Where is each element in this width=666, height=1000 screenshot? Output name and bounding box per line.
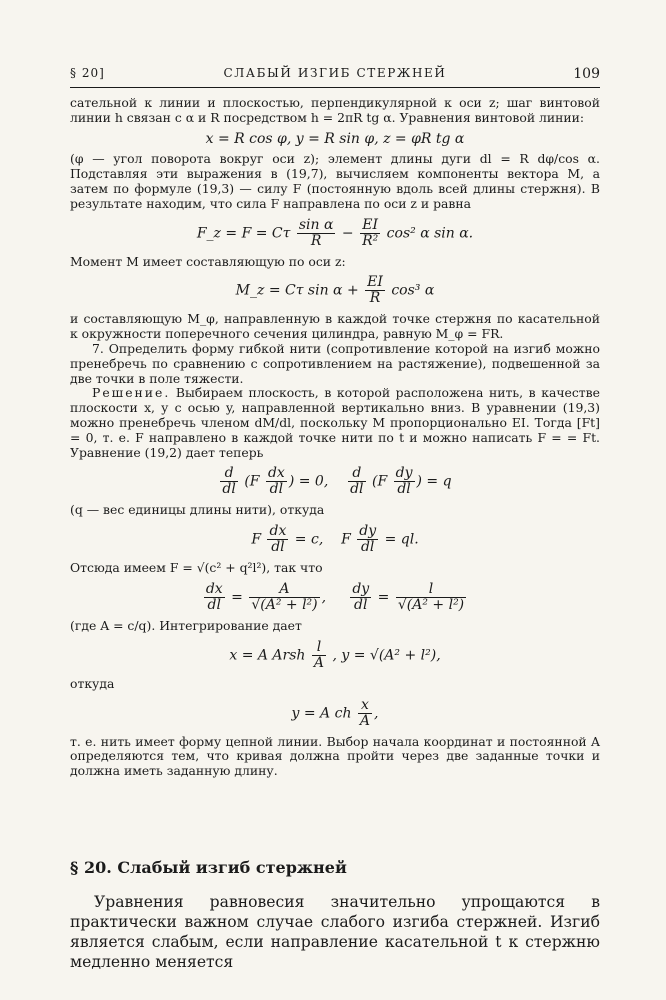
eq4-d2-den: dl (350, 481, 364, 498)
eq2-rhs: cos² α sin α. (386, 225, 474, 242)
equation-integrated (70, 524, 600, 555)
eq8-lhs: y = A ch (291, 705, 352, 722)
eq7-rhs: , y = √(A² + l²), (332, 647, 441, 664)
eq7-frac (312, 640, 326, 671)
eq5-dl1: dl (271, 539, 285, 556)
eq4-zero: ) = 0, (288, 473, 329, 490)
eq5-F2: F (341, 531, 351, 548)
eq6-dx: dx (205, 580, 223, 597)
header-section-ref: § 20] (70, 66, 105, 80)
solution-label: Решение. (92, 385, 171, 401)
eq2-frac2 (360, 218, 380, 249)
eq2-frac2-num: EI (360, 218, 380, 234)
eq6-A-frac (249, 582, 319, 613)
eq3-frac-num: EI (367, 274, 383, 291)
eq6-dl2: dl (354, 596, 368, 613)
eq7-den: A (313, 654, 325, 671)
eq5-F1: F (251, 531, 262, 548)
eq4-dl2: dl (397, 481, 411, 498)
eq3-rhs: cos³ α (391, 282, 435, 299)
paragraph-1: сательной к линии и плоскостью, перпендикулярной к оси z; шаг винтовой линии h связан с α и R посредством h = 2πR tg α. Уравнения винтовой линии: (70, 95, 600, 125)
eq6-l: l (396, 582, 466, 598)
eq2-minus: − (341, 225, 354, 242)
eq6-comma: , (321, 589, 327, 606)
paragraph-8: Отсюда имеем F = √(c² + q²l²), так что (70, 560, 323, 576)
eq4-dydl (394, 466, 415, 497)
eq8-num: x (358, 698, 372, 714)
eq4-dxdl (266, 466, 287, 497)
page-number: 109 (573, 66, 600, 82)
eq4-dx: dx (267, 465, 285, 482)
eq2-lhs: F_z = F = Cτ (196, 225, 291, 242)
eq2-frac1-den: R (310, 232, 322, 249)
paragraph-5: 7. Определить форму гибкой нити (сопротивление которой на изгиб можно пренебречь по сравнению с сопротивлением на растяжение), подвешенной за две точки в поле тяжести. (70, 340, 600, 386)
eq4-dl1: dl (269, 481, 284, 498)
section-heading: § 20. Слабый изгиб стержней (70, 858, 347, 877)
eq4-d1-num: d (220, 466, 237, 482)
header-title: СЛАБЫЙ ИЗГИБ СТЕРЖНЕЙ (223, 66, 447, 80)
eq8-rhs: , (374, 705, 379, 722)
eq6-l-frac (396, 582, 466, 613)
eq7-lhs: x = A Arsh (229, 647, 306, 664)
eq4-d2-num: d (348, 466, 365, 482)
eq6-dydl (350, 582, 371, 613)
eq2-frac1-num: sin α (298, 216, 334, 233)
eq3-lhs: M_z = Cτ sin α + (235, 282, 359, 299)
paragraph-3: Момент M имеет составляющую по оси z: (70, 253, 346, 269)
eq3-frac-den: R (369, 290, 381, 307)
eq7-num: l (312, 640, 326, 656)
equation-solution (70, 640, 600, 671)
eq6-root2: √(A² + l²) (397, 596, 465, 613)
paragraph-7: (q — вес единицы длины нити), откуда (70, 502, 325, 518)
eq6-A: A (249, 582, 319, 598)
eq6-root1: √(A² + l²) (251, 596, 318, 613)
paragraph-6 (70, 386, 600, 460)
eq6-dl1: dl (207, 596, 221, 613)
eq4-F2: F (377, 473, 388, 490)
paragraph-6-text: Выбираем плоскость, в которой расположена нить, в качестве плоскости x, y с осью y, направленной вертикально вниз. В уравнении (19,3) можно пренебречь членом dM/dl, поскольку M пропорционально EI. Тогда [Ft] = 0, т. е. F направлено в каждой точке нити по t и можно написать F = = Ft. Уравнение (19,2) дает теперь (70, 385, 600, 460)
eq4-dy: dy (395, 465, 413, 482)
paragraph-4: и составляющую M_φ, направленную в каждой точке стержня по касательной к окружности поперечного сечения цилиндра, равную M_φ = FR. (70, 311, 600, 342)
eq5-dy: dy (359, 523, 377, 540)
running-header (70, 66, 600, 86)
equation-force (70, 218, 600, 249)
eq4-q: ) = q (416, 473, 452, 490)
eq8-den: A (359, 712, 371, 729)
equation-helix: x = R cos φ, y = R sin φ, z = φR tg α (205, 130, 465, 147)
eq2-frac2-den: R² (362, 232, 379, 249)
eq4-F1: F (249, 473, 260, 490)
paragraph-2: (φ — угол поворота вокруг оси z); элемент длины дуги dl = R dφ/cos α. Подставляя эти выражения в (19,7), вычисляем компоненты вектора M, а затем по формуле (19,3) — силу F (постоянную вдоль всей длины стержня). В результате находим, что сила F направлена по оси z и равна (70, 151, 600, 211)
equation-derivatives: $\frac{d}{dl}$ (F $\frac{dx}{dl}$ ) = 0, $\frac{d}{dl}$ (F $\frac{dy}{dl}$ ) = q (222, 465, 452, 498)
equation-moment (70, 275, 600, 306)
paragraph-9: (где A = c/q). Интегрирование дает (70, 617, 302, 633)
eq6-dxdl (204, 582, 225, 613)
eq2-frac1 (297, 218, 336, 249)
paragraph-11: т. е. нить имеет форму цепной линии. Выбор начала координат и постоянной A определяются тем, что кривая должна пройти через две заданные точки и должна иметь заданную длину. (70, 733, 600, 779)
eq5-dx: dx (269, 523, 287, 540)
eq6-dy: dy (352, 580, 370, 597)
eq4-d1-den: dl (222, 481, 236, 498)
eq4-d1 (220, 466, 237, 497)
eq5-dxdl (267, 524, 288, 555)
equation-catenary (70, 698, 600, 729)
eq5-c: = c, (294, 531, 324, 548)
eq5-dydl (357, 524, 378, 555)
eq3-frac (365, 275, 385, 306)
paragraph-10: откуда (70, 675, 115, 691)
page-body (70, 96, 600, 779)
section-intro-text: Уравнения равновесия значительно упрощаются в практически важном случае слабого изгиба стержней. Изгиб является слабым, если направление касательной t к стержню медленно меняется (70, 893, 600, 971)
eq8-frac (358, 698, 372, 729)
header-rule (70, 87, 600, 88)
eq4-d2 (348, 466, 365, 497)
eq5-dl2: dl (360, 539, 375, 556)
eq5-ql: = ql. (384, 531, 419, 548)
equation-slopes: $\frac{dx}{dl}$ = $\frac{A}{\text{√(A² + l²)}}$ , $\frac{dy}{dl}$ = $\frac{l}{\text{√(A² + l²)}}$ (205, 580, 465, 613)
